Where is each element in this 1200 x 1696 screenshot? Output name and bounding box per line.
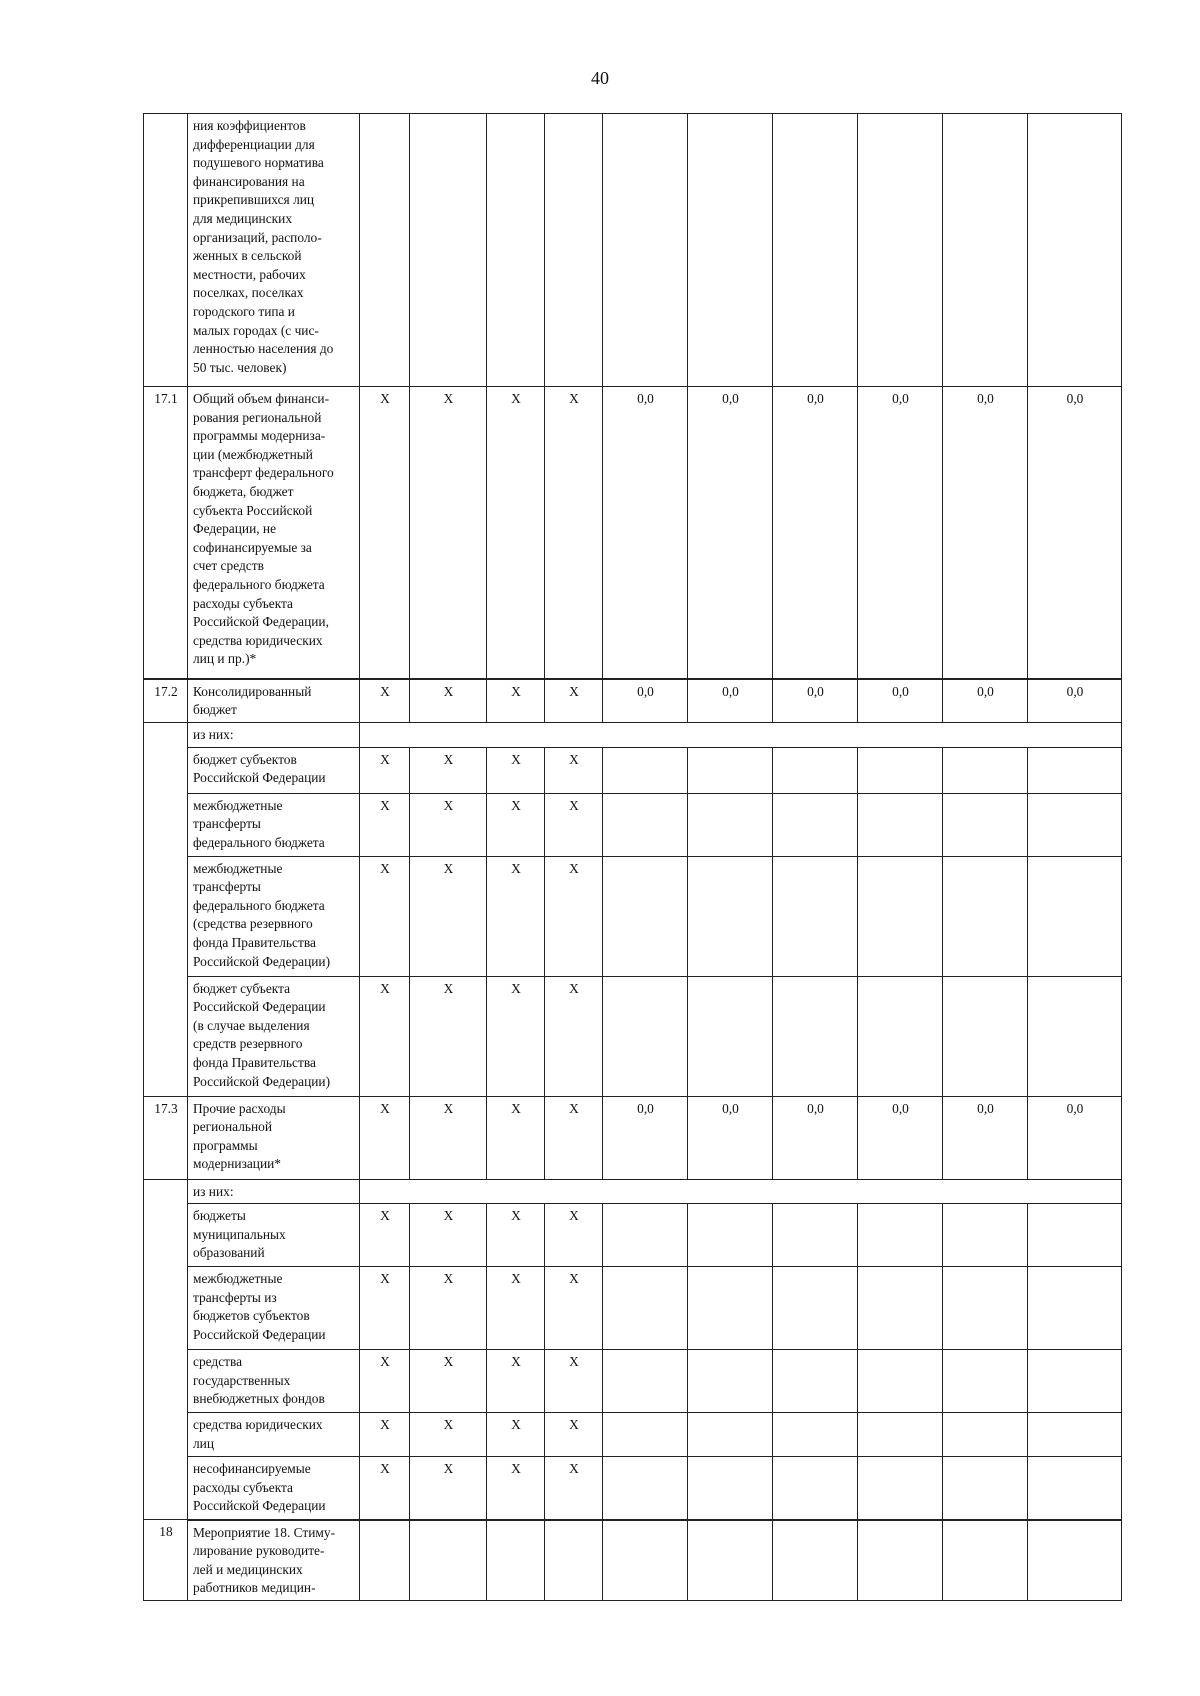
x-cell: X (410, 387, 487, 679)
x-cell: X (545, 1267, 603, 1350)
value-cell (688, 793, 773, 856)
value-cell (603, 793, 688, 856)
row-label: из них: (188, 1179, 360, 1204)
row-number (144, 723, 188, 748)
value-cell (1028, 114, 1122, 387)
value-cell (1028, 1350, 1122, 1413)
x-cell (487, 1520, 545, 1601)
value-cell (1028, 1204, 1122, 1267)
x-cell: X (410, 1204, 487, 1267)
row-number (144, 856, 188, 976)
x-cell: X (545, 976, 603, 1096)
value-cell (773, 1413, 858, 1457)
value-cell (1028, 1457, 1122, 1520)
x-cell: X (410, 1457, 487, 1520)
x-cell (360, 114, 410, 387)
value-cell (1028, 976, 1122, 1096)
value-cell (1028, 747, 1122, 793)
table-row (144, 1457, 1122, 1520)
value-cell (773, 1350, 858, 1413)
x-cell: X (360, 1096, 410, 1179)
value-cell: 0,0 (773, 1096, 858, 1179)
row-number (144, 976, 188, 1096)
value-cell (943, 856, 1028, 976)
x-cell: X (545, 1457, 603, 1520)
value-cell: 0,0 (603, 679, 688, 723)
x-cell: X (487, 1096, 545, 1179)
value-cell (603, 747, 688, 793)
x-cell (410, 114, 487, 387)
value-cell (1028, 793, 1122, 856)
x-cell: X (487, 679, 545, 723)
value-cell (943, 1204, 1028, 1267)
x-cell: X (487, 976, 545, 1096)
table-row (144, 387, 1122, 679)
value-cell (688, 114, 773, 387)
value-cell (943, 1457, 1028, 1520)
table-row (144, 723, 1122, 748)
row-number (144, 793, 188, 856)
x-cell: X (360, 1267, 410, 1350)
value-cell (858, 856, 943, 976)
table-row (144, 1267, 1122, 1350)
row-label: межбюджетные трансферты федерального бюджета (188, 793, 360, 856)
value-cell (943, 976, 1028, 1096)
value-cell (858, 1520, 943, 1601)
value-cell: 0,0 (943, 387, 1028, 679)
row-number (144, 1413, 188, 1457)
value-cell: 0,0 (1028, 387, 1122, 679)
row-label: средства государственных внебюджетных фондов (188, 1350, 360, 1413)
value-cell (688, 1520, 773, 1601)
value-cell (858, 1350, 943, 1413)
value-cell: 0,0 (688, 387, 773, 679)
value-cell (773, 1520, 858, 1601)
value-cell (773, 1267, 858, 1350)
x-cell: X (545, 1413, 603, 1457)
value-cell (688, 1350, 773, 1413)
x-cell: X (545, 387, 603, 679)
row-number (144, 114, 188, 387)
table-row (144, 1413, 1122, 1457)
row-label: несофинансируемые расходы субъекта Российской Федерации (188, 1457, 360, 1520)
x-cell: X (487, 1457, 545, 1520)
table-row (144, 976, 1122, 1096)
value-cell (858, 1457, 943, 1520)
value-cell (688, 976, 773, 1096)
row-number (144, 1267, 188, 1350)
x-cell: X (545, 1096, 603, 1179)
row-label: бюджет субъекта Российской Федерации (в случае выделения средств резервного фонда Правительства Российской Федерации) (188, 976, 360, 1096)
x-cell: X (487, 856, 545, 976)
x-cell: X (410, 1096, 487, 1179)
table-row (144, 1179, 1122, 1204)
x-cell: X (410, 1413, 487, 1457)
row-number: 17.3 (144, 1096, 188, 1179)
row-number (144, 747, 188, 793)
value-cell (773, 114, 858, 387)
row-label: бюджеты муниципальных образований (188, 1204, 360, 1267)
table-row (144, 793, 1122, 856)
value-cell (603, 1457, 688, 1520)
x-cell: X (360, 1413, 410, 1457)
x-cell: X (487, 747, 545, 793)
value-cell: 0,0 (688, 1096, 773, 1179)
x-cell: X (545, 679, 603, 723)
value-cell: 0,0 (603, 387, 688, 679)
value-cell: 0,0 (773, 679, 858, 723)
table-row (144, 1204, 1122, 1267)
table-row (144, 856, 1122, 976)
x-cell: X (487, 1350, 545, 1413)
value-cell (688, 1204, 773, 1267)
value-cell (858, 747, 943, 793)
x-cell: X (360, 1457, 410, 1520)
x-cell: X (487, 1204, 545, 1267)
x-cell: X (360, 856, 410, 976)
value-cell (858, 976, 943, 1096)
x-cell: X (360, 387, 410, 679)
x-cell: X (545, 1204, 603, 1267)
value-cell: 0,0 (1028, 679, 1122, 723)
funding-table (143, 113, 1122, 1601)
x-cell: X (410, 679, 487, 723)
x-cell: X (360, 1350, 410, 1413)
value-cell: 0,0 (603, 1096, 688, 1179)
value-cell: 0,0 (858, 679, 943, 723)
table-row (144, 114, 1122, 387)
value-cell (773, 856, 858, 976)
value-cell (943, 1267, 1028, 1350)
row-number (144, 1457, 188, 1520)
x-cell: X (487, 387, 545, 679)
value-cell (603, 1413, 688, 1457)
value-cell (943, 793, 1028, 856)
row-number (144, 1350, 188, 1413)
row-label: бюджет субъектов Российской Федерации (188, 747, 360, 793)
x-cell (360, 1520, 410, 1601)
row-label: из них: (188, 723, 360, 748)
x-cell: X (410, 793, 487, 856)
value-cell: 0,0 (943, 1096, 1028, 1179)
value-cell: 0,0 (943, 679, 1028, 723)
value-cell (858, 114, 943, 387)
x-cell: X (410, 1267, 487, 1350)
x-cell: X (487, 793, 545, 856)
row-label: межбюджетные трансферты из бюджетов субъектов Российской Федерации (188, 1267, 360, 1350)
x-cell: X (360, 679, 410, 723)
x-cell (487, 114, 545, 387)
empty-span-cell (360, 1179, 1122, 1204)
row-number (144, 1179, 188, 1204)
x-cell: X (360, 976, 410, 1096)
x-cell: X (410, 747, 487, 793)
value-cell (858, 1413, 943, 1457)
value-cell (688, 1267, 773, 1350)
row-number: 18 (144, 1520, 188, 1601)
page-number: 40 (591, 68, 609, 88)
table-row (144, 1096, 1122, 1179)
value-cell (773, 793, 858, 856)
value-cell (688, 856, 773, 976)
value-cell: 0,0 (858, 387, 943, 679)
value-cell: 0,0 (858, 1096, 943, 1179)
value-cell (603, 1204, 688, 1267)
row-number: 17.2 (144, 679, 188, 723)
value-cell (773, 976, 858, 1096)
value-cell (773, 747, 858, 793)
value-cell: 0,0 (688, 679, 773, 723)
value-cell (773, 1457, 858, 1520)
value-cell (1028, 1413, 1122, 1457)
row-label: средства юридических лиц (188, 1413, 360, 1457)
value-cell: 0,0 (773, 387, 858, 679)
row-number (144, 1204, 188, 1267)
value-cell (858, 1204, 943, 1267)
value-cell (943, 747, 1028, 793)
value-cell (858, 793, 943, 856)
x-cell: X (487, 1413, 545, 1457)
value-cell (773, 1204, 858, 1267)
table-row (144, 747, 1122, 793)
x-cell: X (545, 1350, 603, 1413)
table-body (144, 114, 1122, 1601)
row-label: Консолидированный бюджет (188, 679, 360, 723)
row-label: Общий объем финанси- рования региональной программы модерниза- ции (межбюджетный трансферт федерального бюджета, бюджет субъекта Российской Федерации, не софинансируемые за счет средств федерального бюджета расходы субъекта Российской Федерации, средства юридических лиц и пр.)* (188, 387, 360, 679)
x-cell (410, 1520, 487, 1601)
value-cell (603, 856, 688, 976)
x-cell: X (545, 793, 603, 856)
row-number: 17.1 (144, 387, 188, 679)
value-cell (943, 1413, 1028, 1457)
value-cell (603, 1350, 688, 1413)
x-cell: X (360, 1204, 410, 1267)
row-label: ния коэффициентов дифференциации для подушевого норматива финансирования на прикрепившихся лиц для медицинских организаций, располо- женных в сельской местности, рабочих поселках, поселках городского типа и малых городах (с чис- ленностью населения до 50 тыс. человек) (188, 114, 360, 387)
row-label: межбюджетные трансферты федерального бюджета (средства резервного фонда Правительства Российской Федерации) (188, 856, 360, 976)
x-cell: X (487, 1267, 545, 1350)
empty-span-cell (360, 723, 1122, 748)
x-cell (545, 1520, 603, 1601)
x-cell: X (545, 856, 603, 976)
value-cell (858, 1267, 943, 1350)
table-row (144, 1350, 1122, 1413)
value-cell (943, 1520, 1028, 1601)
value-cell (688, 1457, 773, 1520)
value-cell: 0,0 (1028, 1096, 1122, 1179)
value-cell (603, 1520, 688, 1601)
value-cell (1028, 856, 1122, 976)
x-cell: X (410, 1350, 487, 1413)
value-cell (603, 976, 688, 1096)
value-cell (1028, 1520, 1122, 1601)
value-cell (943, 114, 1028, 387)
x-cell: X (545, 747, 603, 793)
x-cell: X (410, 976, 487, 1096)
value-cell (688, 1413, 773, 1457)
value-cell (603, 1267, 688, 1350)
x-cell: X (360, 793, 410, 856)
value-cell (943, 1350, 1028, 1413)
x-cell (545, 114, 603, 387)
value-cell (1028, 1267, 1122, 1350)
table-row (144, 679, 1122, 723)
x-cell: X (360, 747, 410, 793)
row-label: Прочие расходы региональной программы модернизации* (188, 1096, 360, 1179)
row-label: Мероприятие 18. Стиму- лирование руководите- лей и медицинских работников медицин- (188, 1520, 360, 1601)
value-cell (688, 747, 773, 793)
table-row (144, 1520, 1122, 1601)
value-cell (603, 114, 688, 387)
x-cell: X (410, 856, 487, 976)
